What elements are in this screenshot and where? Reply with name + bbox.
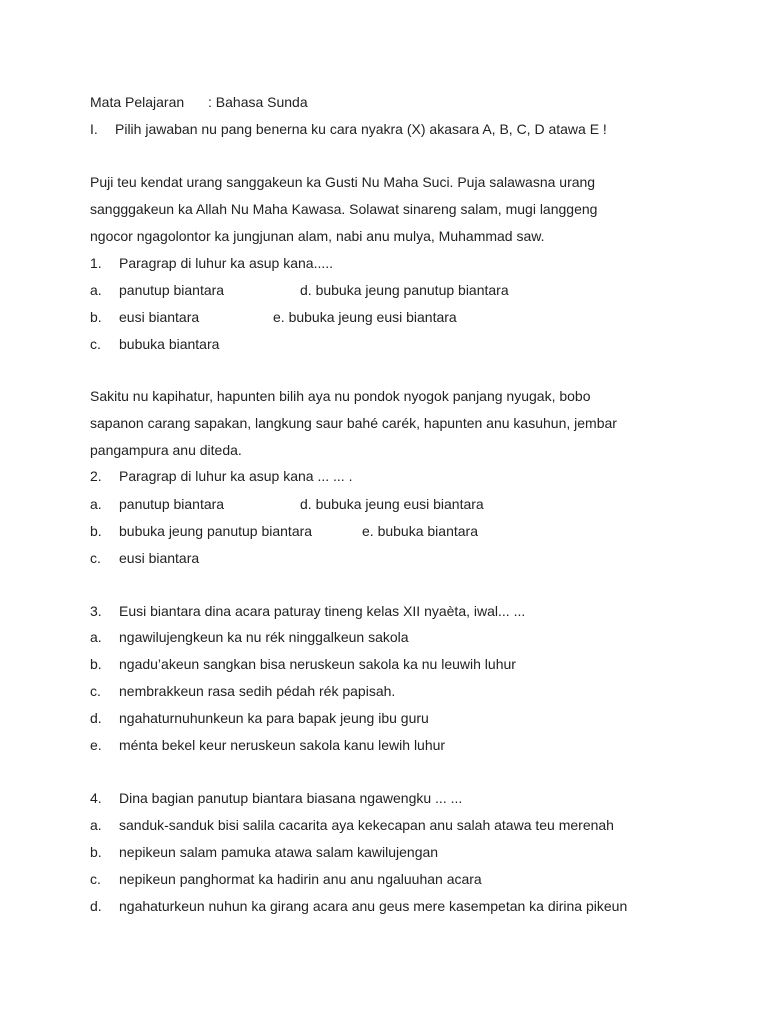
option-text: e. bubuka biantara	[362, 523, 478, 539]
option-text: ngahaturnuhunkeun ka para bapak jeung ibu guru	[119, 710, 429, 726]
option-text: ngadu’akeun sangkan bisa neruskeun sakola ka nu leuwih luhur	[119, 656, 516, 672]
option-text: ngahaturkeun nuhun ka girang acara anu geus mere kasempetan ka dirina pikeun	[119, 898, 628, 914]
option-letter: b.	[90, 523, 102, 539]
option-letter: b.	[90, 656, 102, 672]
question-number: 3.	[90, 603, 102, 619]
option-text: bubuka jeung panutup biantara	[119, 523, 313, 539]
option-text: ménta bekel keur neruskeun sakola kanu lewih luhur	[119, 737, 446, 753]
question-text: Paragrap di luhur ka asup kana ... ... .	[119, 468, 353, 484]
question-number: 2.	[90, 468, 102, 484]
passage2-line: sapanon carang sapakan, langkung saur bahé carék, hapunten anu kasuhun, jembar	[90, 415, 617, 431]
option-text: ngawilujengkeun ka nu rék ninggalkeun sakola	[119, 629, 409, 645]
passage1-line: Puji teu kendat urang sanggakeun ka Gusti Nu Maha Suci. Puja salawasna urang	[90, 174, 596, 190]
option-text: panutup biantara	[119, 496, 225, 512]
subject-label: Mata Pelajaran	[90, 94, 185, 110]
passage1-line: sangggakeun ka Allah Nu Maha Kawasa. Solawat sinareng salam, mugi langgeng	[90, 201, 598, 217]
option-letter: b.	[90, 844, 102, 860]
option-text: bubuka biantara	[119, 336, 220, 352]
option-text: nembrakkeun rasa sedih pédah rék papisah.	[119, 683, 396, 699]
option-text: d. bubuka jeung panutup biantara	[300, 282, 509, 298]
option-letter: c.	[90, 871, 101, 887]
instruction-text: Pilih jawaban nu pang benerna ku cara nyakra (X) akasara A, B, C, D atawa E !	[115, 121, 607, 137]
option-letter: c.	[90, 550, 101, 566]
option-letter: c.	[90, 336, 101, 352]
option-letter: c.	[90, 683, 101, 699]
option-text: sanduk-sanduk bisi salila cacarita aya kekecapan anu salah atawa teu merenah	[119, 817, 614, 833]
option-letter: a.	[90, 817, 102, 833]
subject-value: : Bahasa Sunda	[208, 94, 308, 110]
option-text: d. bubuka jeung eusi biantara	[300, 496, 484, 512]
option-letter: d.	[90, 710, 102, 726]
question-text: Eusi biantara dina acara paturay tineng kelas XII nyaèta, iwal... ...	[119, 603, 526, 619]
option-text: e. bubuka jeung eusi biantara	[273, 309, 457, 325]
question-number: 1.	[90, 255, 102, 271]
option-letter: a.	[90, 282, 102, 298]
option-letter: a.	[90, 629, 102, 645]
option-letter: a.	[90, 496, 102, 512]
passage2-line: pangampura anu diteda.	[90, 442, 242, 458]
passage1-line: ngocor ngagolontor ka jungjunan alam, nabi anu mulya, Muhammad saw.	[90, 228, 545, 244]
option-text: nepikeun salam pamuka atawa salam kawilujengan	[119, 844, 439, 860]
question-number: 4.	[90, 790, 102, 806]
passage2-line: Sakitu nu kapihatur, hapunten bilih aya nu pondok nyogok panjang nyugak, bobo	[90, 388, 591, 404]
option-text: eusi biantara	[119, 309, 200, 325]
option-letter: e.	[90, 737, 102, 753]
question-text: Paragrap di luhur ka asup kana.....	[119, 255, 334, 271]
option-letter: b.	[90, 309, 102, 325]
option-text: panutup biantara	[119, 282, 225, 298]
option-text: eusi biantara	[119, 550, 200, 566]
question-text: Dina bagian panutup biantara biasana ngawengku ... ...	[119, 790, 463, 806]
option-letter: d.	[90, 898, 102, 914]
section-number: I.	[90, 121, 98, 137]
option-text: nepikeun panghormat ka hadirin anu anu ngaluuhan acara	[119, 871, 482, 887]
